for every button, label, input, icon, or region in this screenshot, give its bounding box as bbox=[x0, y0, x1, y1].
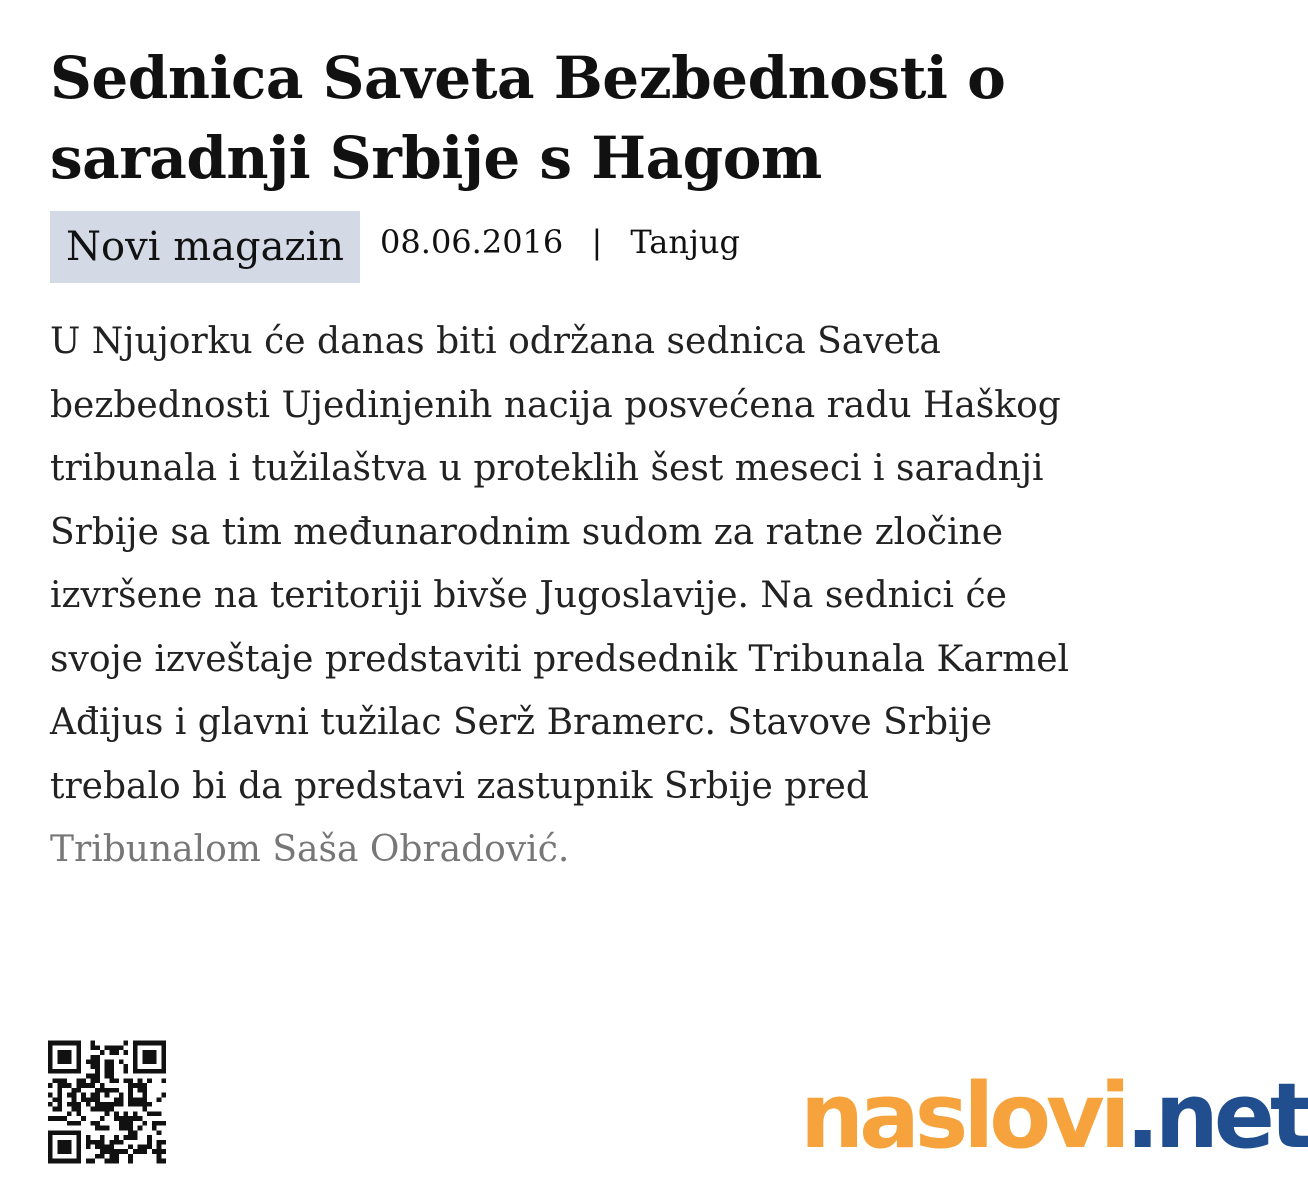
logo-main: naslovi bbox=[800, 1064, 1126, 1169]
article-headline: Sednica Saveta Bezbednosti o saradnji Srbije s Hagom bbox=[50, 44, 1006, 192]
news-agency: Tanjug bbox=[630, 223, 740, 261]
body-line: Srbije sa tim međunarodnim sudom za ratne zločine bbox=[50, 511, 1004, 553]
publication-info bbox=[380, 223, 740, 261]
source-badge[interactable]: Novi magazin bbox=[50, 211, 360, 283]
publication-date: 08.06.2016 bbox=[380, 223, 564, 261]
body-line: trebalo bi da predstavi zastupnik Srbije pred bbox=[50, 765, 869, 807]
body-line: Ađijus i glavni tužilac Serž Bramerc. Stavove Srbije bbox=[50, 702, 992, 743]
body-line: U Njujorku će danas biti održana sednica Saveta bbox=[50, 321, 941, 362]
naslovi-net-logo[interactable] bbox=[800, 1062, 1308, 1172]
qr-code-icon[interactable] bbox=[48, 1040, 166, 1164]
body-line: svoje izveštaje predstaviti predsednik Tribunala Karmel bbox=[50, 638, 1070, 680]
body-line: tribunala i tužilaštva u proteklih šest meseci i saradnji bbox=[50, 448, 1044, 489]
body-line: izvršene na teritoriji bivše Jugoslavije. Na sednici će bbox=[50, 575, 1007, 616]
body-line-faded: Tribunalom Saša Obradović. bbox=[50, 829, 570, 870]
body-line: bezbednosti Ujedinjenih nacija posvećena radu Haškog bbox=[50, 384, 1061, 426]
article-meta bbox=[50, 211, 740, 283]
logo-tld: .net bbox=[1125, 1064, 1308, 1169]
article-body bbox=[50, 310, 1155, 882]
meta-separator: | bbox=[591, 223, 603, 261]
